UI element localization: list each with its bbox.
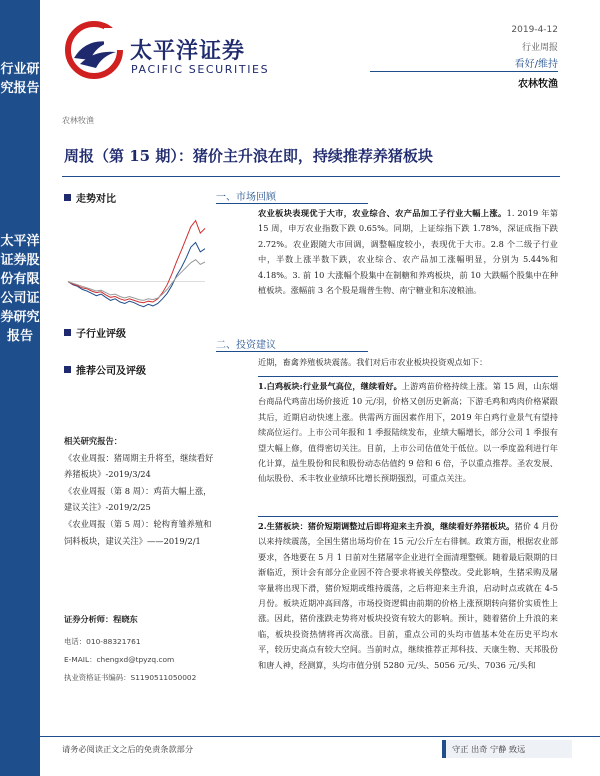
- recommend-heading: 推荐公司及评级: [64, 362, 146, 377]
- related-report-item: 《农业周报（第 8 周）：鸡苗大幅上涨，建议关注》-2019/2/25: [64, 485, 212, 513]
- investment-intro: 近期，畜禽养殖板块震荡。我们对后市农业板块投资观点如下：: [258, 357, 488, 367]
- square-bullet-icon: [64, 194, 71, 201]
- related-report-item: 《农业周报（第 5 周）：轮构育雏养殖和饲料板块，建议关注》——2019/2/1: [64, 518, 212, 546]
- sidebar-company-report: 太平洋证券股份有限公司证券研究报告: [0, 234, 40, 344]
- trend-chart: [64, 215, 209, 313]
- square-bullet-icon: [64, 329, 71, 336]
- white-chicken-body: 上游鸡苗价格持续上涨。第 15 周，山东烟台商品代鸡苗出场价接近 10 元/羽，价格又创历史新高；下游毛鸡和鸡肉价格紧跟其后，近期启动快速上涨。供需两方面因素作用下，2019 年白鸡行业景气有望持续高位运行。上市公司年报和 1 季报陆续发布，业绩大幅增长，部分公司 1 季报有望大幅上修，值得密切关注。目前，上市公司估值处于低位。以一季度盈利进行年化计算，益生股份和民和股份动态估值约 9 倍和 6 倍，予以重点推荐。圣农发展、仙坛股份、禾丰牧业业绩环比增长预期强烈，可重点关注。: [258, 381, 558, 484]
- market-review-lead: 农业板块表现优于大市，农业综合、农产品加工子行业大幅上涨。: [258, 208, 507, 218]
- hog-body: 猪价 4 月份以来持续震荡，全国生猪出场均价在 15 元/公斤左右徘徊。政策方面，根据农业部要求，各地要在 5 月 1 日前对生猪屠宰企业进行全面清理整顿。随着最后限期的日渐临近，预计会有部分企业因不符合要求将被关停整改。受此影响，生猪采购及屠宰量将出现下滑，猪价短期或维持震荡，之后将迎来主升浪，启动时点或就在 4-5 月份。板块近期冲高回落，市场投资逻辑由前期的价格上涨预期转向猪价实质性上涨。因此，猪价涨跌走势将对板块投资有较大的影响。预计，随着猪价上升浪的来临，板块投资热情将再次高涨。目前，重点公司的头均市值基本处在历史平均水平，较历史高点有较大空间。当前时点，继续推荐正邦科技、天康生物、天邦股份和唐人神，经测算，头均市值分别 5280 元/头、5056 元/头、7036 元/头和: [258, 521, 558, 670]
- title-divider: [62, 176, 560, 177]
- related-heading: 相关研究报告：: [64, 436, 123, 446]
- footer-motto: 守正 出奇 宁静 致远: [442, 740, 572, 758]
- section-investment-title: 二、投资建议: [216, 340, 276, 351]
- breadcrumb: 农林牧渔: [62, 116, 94, 125]
- pacific-securities-logo-icon: [64, 20, 124, 80]
- sidebar: [0, 0, 40, 776]
- brand-name-en: PACIFIC SECURITIES: [131, 63, 270, 76]
- analyst-email: E-MAIL：chengxd@tpyzq.com: [64, 655, 175, 664]
- analyst-heading: 证券分析师：程晓东: [64, 614, 138, 624]
- related-report-item: 《农业周报：猪周期主升将至，继续看好养猪板块》-2019/3/24: [64, 452, 214, 480]
- analyst-phone: 电话：010-88321761: [64, 637, 141, 646]
- series-line-3: [68, 260, 205, 301]
- brand-name-cn: 太平洋证券: [130, 39, 246, 64]
- sub-rating-heading: 子行业评级: [64, 325, 126, 340]
- related-reports: [64, 433, 214, 549]
- trend-heading: 走势对比: [64, 190, 116, 205]
- hog-paragraph: [258, 519, 558, 673]
- hog-lead: 2.生猪板块：猪价短期调整过后即将迎来主升浪，继续看好养猪板块。: [258, 521, 515, 531]
- square-bullet-icon: [64, 366, 71, 373]
- page-title: 周报（第 15 期）：猪价主升浪在即，持续推荐养猪板块: [64, 147, 433, 165]
- header-divider: [370, 71, 558, 72]
- report-type: 行业周报: [521, 43, 558, 53]
- section-divider: [216, 203, 368, 204]
- series-line-1: [68, 243, 205, 307]
- section-market-review-title: 一、市场回顾: [216, 192, 276, 203]
- sidebar-report-type: 行业研究报告: [0, 62, 40, 96]
- white-chicken-paragraph: [258, 379, 558, 487]
- market-review-body: 1. 2019 年第 15 周，申万农业指数下跌 0.65%。同期，上证综指下跌 1.78%，深证成指下跌 2.72%。农业跟随大市回调，调整幅度较小，表现优于大市。2.8 个二级子行业中，半数上涨半数下跌，农业综合、农产品加工涨幅明显，分别为 5.44%和 4.18%。3. 前 10 大涨幅个股集中在制糖和养鸡板块，前 10 大跌幅个股集中在种植板块。涨幅前 3 名个股是瑞普生物、南宁糖业和东凌粮油。: [258, 208, 558, 296]
- analyst-license: 执业资格证书编码：S1190511050002: [64, 673, 197, 682]
- footer-disclaimer: 请务必阅读正文之后的免责条款部分: [62, 744, 194, 754]
- analyst-block: [64, 612, 244, 687]
- white-chicken-lead: 1.白鸡板块:行业景气高位，继续看好。: [258, 381, 402, 391]
- section-divider: [216, 351, 368, 352]
- report-date: 2019-4-12: [511, 25, 558, 35]
- industry-name: 农林牧渔: [518, 79, 558, 90]
- industry-rating: 看好/维持: [514, 59, 558, 70]
- footer-divider: [40, 736, 600, 737]
- paragraph-divider: [258, 376, 558, 377]
- market-review-paragraph: [258, 206, 558, 298]
- paragraph-divider: [258, 516, 558, 517]
